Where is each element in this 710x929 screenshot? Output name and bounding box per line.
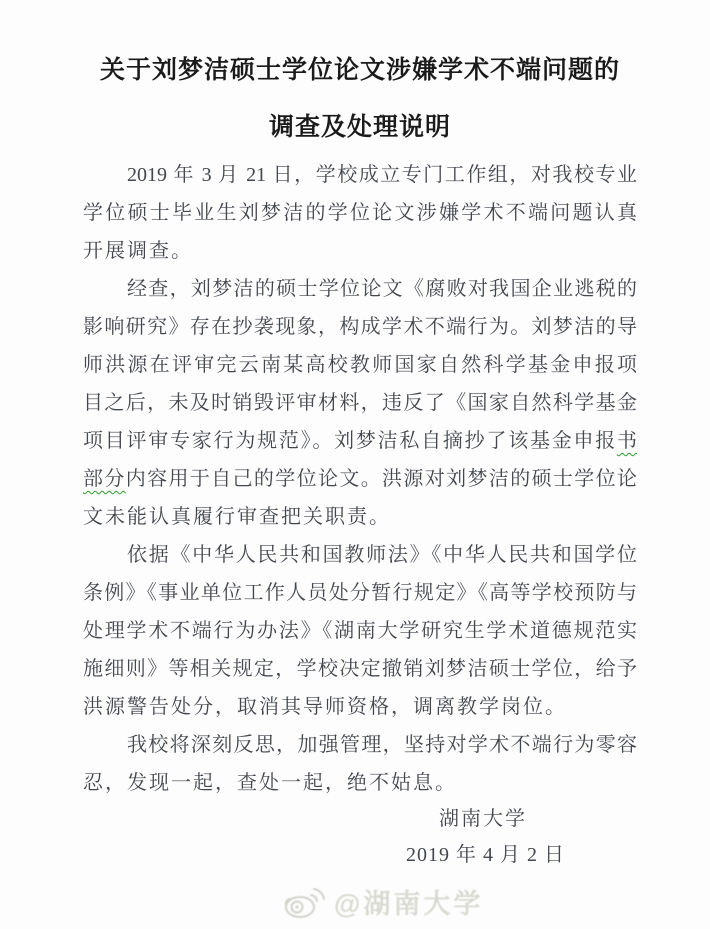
document-line: 文未能认真履行审查把关职责。 xyxy=(83,506,391,528)
document-body xyxy=(83,156,637,880)
spellcheck-wavy-underline: 书 xyxy=(617,430,637,452)
document-line: 开展调查。 xyxy=(83,240,193,262)
document-line: 忍，发现一起，查处一起，绝不姑息。 xyxy=(83,772,457,794)
document-title-line-2: 调查及处理说明 xyxy=(268,113,451,141)
document-line: 施细则》等相关规定，学校决定撤销刘梦洁硕士学位，给予 xyxy=(83,658,637,680)
document-line: 项目评审专家行为规范》。刘梦洁私自摘抄了该基金申报书 xyxy=(83,430,637,452)
document-line: 2019 年 3 月 21 日，学校成立专门工作组，对我校专业 xyxy=(127,164,637,186)
weibo-icon xyxy=(281,883,327,921)
document-line: 影响研究》存在抄袭现象，构成学术不端行为。刘梦洁的导 xyxy=(83,316,637,338)
document-line: 洪源警告处分，取消其导师资格，调离教学岗位。 xyxy=(83,696,567,718)
document-line: 处理学术不端行为办法》《湖南大学研究生学术道德规范实 xyxy=(83,620,637,642)
document-line: 目之后，未及时销毁评审材料，违反了《国家自然科学基金 xyxy=(83,392,637,414)
document-line: 经查，刘梦洁的硕士学位论文《腐败对我国企业逃税的 xyxy=(127,278,637,300)
document-line: 我校将深刻反思，加强管理，坚持对学术不端行为零容 xyxy=(127,734,637,756)
signature-organization: 湖南大学 xyxy=(439,808,527,830)
spellcheck-wavy-underline: 部分 xyxy=(83,468,126,490)
document-title-line-1: 关于刘梦洁硕士学位论文涉嫌学术不端问题的 xyxy=(99,56,620,84)
document-line: 依据《中华人民共和国教师法》《中华人民共和国学位 xyxy=(127,544,637,566)
document-line: 部分内容用于自己的学位论文。洪源对刘梦洁的硕士学位论 xyxy=(83,468,638,490)
document-line: 师洪源在评审完云南某高校教师国家自然科学基金申报项 xyxy=(83,354,637,376)
document-line: 条例》《事业单位工作人员处分暂行规定》《高等学校预防与 xyxy=(83,582,637,604)
watermark-text: @湖南大学 xyxy=(334,889,484,919)
document-line: 学位硕士毕业生刘梦洁的学位论文涉嫌学术不端问题认真 xyxy=(83,202,637,224)
weibo-watermark xyxy=(281,882,483,921)
signature-date: 2019 年 4 月 2 日 xyxy=(406,844,565,866)
